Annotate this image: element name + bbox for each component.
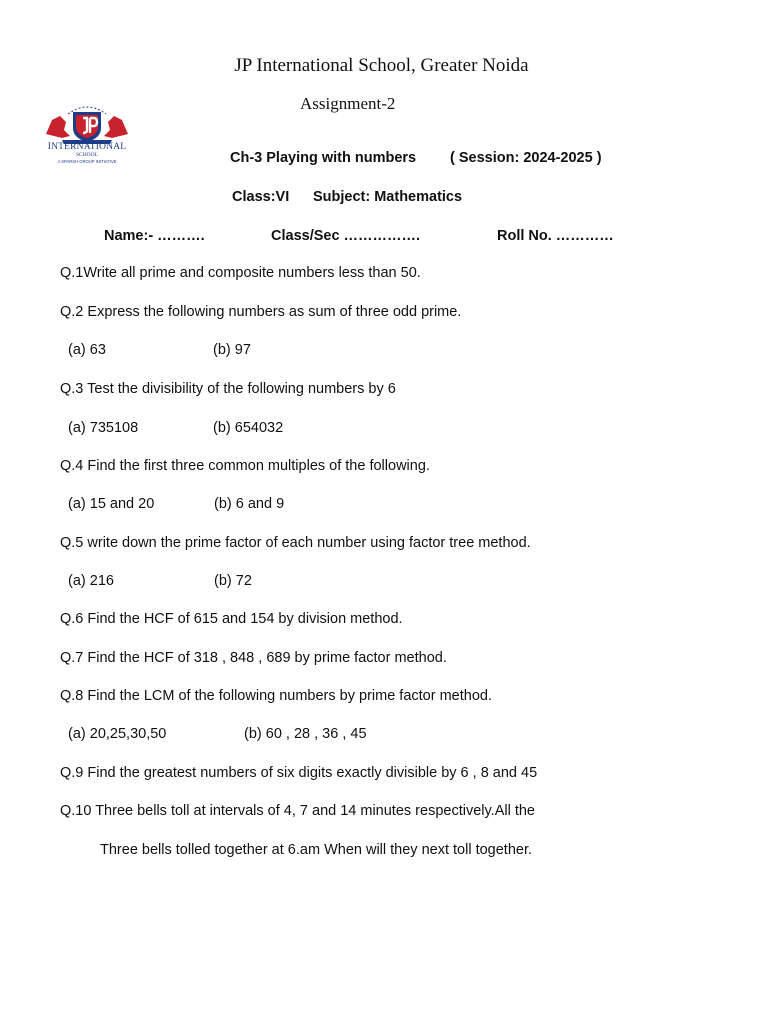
logo-text-sub: SCHOOL: [75, 152, 98, 158]
question-4-option-b: (b) 6 and 9: [214, 496, 285, 512]
question-4-option-a: (a) 15 and 20: [68, 496, 155, 512]
question-8-option-a: (a) 20,25,30,50: [68, 726, 167, 742]
question-1: Q.1Write all prime and composite numbers less than 50.: [60, 265, 421, 281]
question-3-option-b: (b) 654032: [213, 420, 284, 436]
question-7: Q.7 Find the HCF of 318 , 848 , 689 by prime factor method.: [60, 650, 447, 666]
question-10-line-2: Three bells tolled together at 6.am When will they next toll together.: [100, 842, 533, 858]
school-name: JP International School, Greater Noida: [234, 55, 529, 76]
logo-text-main: INTERNATIONAL: [47, 142, 127, 152]
session-label: ( Session: 2024-2025 ): [450, 150, 602, 166]
roll-no-field: Roll No. …………: [497, 228, 614, 244]
name-field: Name:- ……….: [104, 228, 205, 244]
question-5-option-b: (b) 72: [214, 573, 252, 589]
class-sec-field: Class/Sec …………….: [271, 228, 421, 244]
question-10-line-1: Q.10 Three bells toll at intervals of 4, 7 and 14 minutes respectively.All the: [60, 803, 535, 819]
class-label: Class:VI: [232, 189, 290, 205]
assignment-title: Assignment-2: [300, 94, 396, 113]
question-8-option-b: (b) 60 , 28 , 36 , 45: [244, 726, 367, 742]
question-5-option-a: (a) 216: [68, 573, 114, 589]
question-5: Q.5 write down the prime factor of each number using factor tree method.: [60, 535, 531, 551]
question-4: Q.4 Find the first three common multiples of the following.: [60, 458, 430, 474]
question-6: Q.6 Find the HCF of 615 and 154 by division method.: [60, 611, 403, 627]
school-logo: [40, 98, 134, 166]
question-9: Q.9 Find the greatest numbers of six digits exactly divisible by 6 , 8 and 45: [60, 765, 538, 781]
question-3-option-a: (a) 735108: [68, 420, 139, 436]
right-lion-icon: [104, 116, 128, 138]
question-8: Q.8 Find the LCM of the following numbers by prime factor method.: [60, 688, 492, 704]
chapter-title: Ch-3 Playing with numbers: [230, 150, 417, 166]
subject-label: Subject: Mathematics: [313, 189, 463, 205]
question-2: Q.2 Express the following numbers as sum of three odd prime.: [60, 304, 462, 320]
left-lion-icon: [46, 116, 70, 138]
question-2-option-b: (b) 97: [213, 342, 251, 358]
logo-text-initiative: A SPARSH GROUP INITIATIVE: [57, 159, 117, 164]
question-2-option-a: (a) 63: [68, 342, 106, 358]
question-3: Q.3 Test the divisibility of the following numbers by 6: [60, 381, 396, 397]
